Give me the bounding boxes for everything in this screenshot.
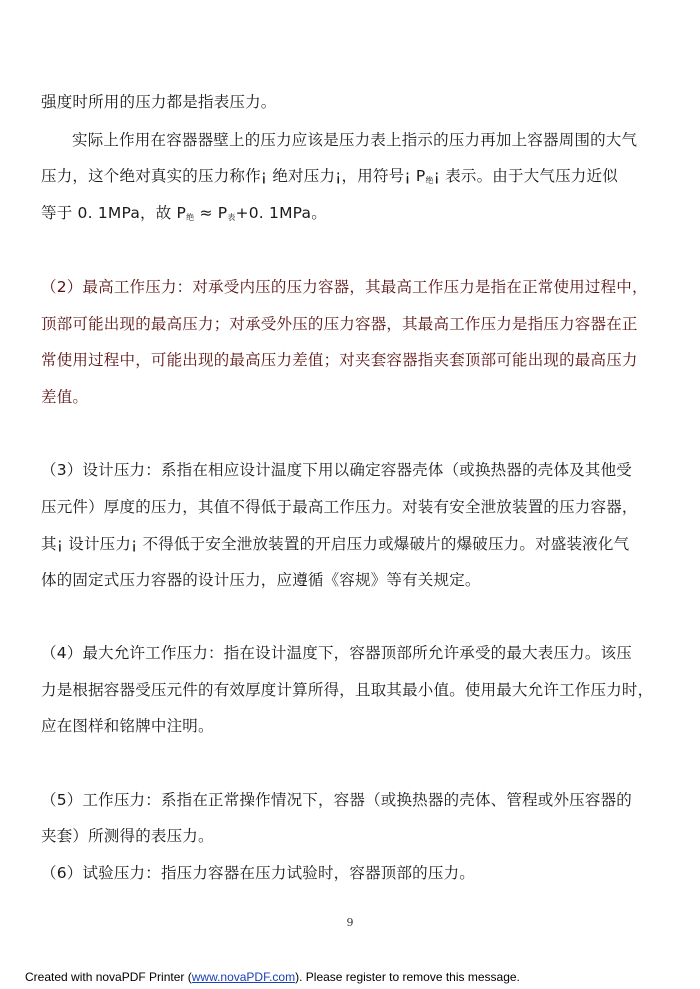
- text-segment: +0. 1MPa。: [235, 204, 327, 222]
- text-line: 实际上作用在容器器壁上的压力应该是压力表上指示的压力再加上容器周围的大气: [72, 131, 638, 149]
- text-line: [41, 203, 327, 228]
- text-line: 夹套）所测得的表压力。: [41, 827, 214, 845]
- footer-suffix: ). Please register to remove this message.: [295, 970, 520, 984]
- text-line: 应在图样和铭牌中注明。: [41, 717, 214, 735]
- text-line: [41, 166, 618, 191]
- subscript: 表: [227, 213, 236, 222]
- subscript: 绝: [425, 176, 434, 185]
- text-line: 体的固定式压力容器的设计压力，应遵循《容规》等有关规定。: [41, 571, 481, 589]
- text-line: 其¡ 设计压力¡ 不得低于安全泄放装置的开启压力或爆破片的爆破压力。对盛装液化气: [41, 535, 630, 553]
- text-line: （2）最高工作压力：对承受内压的压力容器，其最高工作压力是指在正常使用过程中，: [41, 278, 648, 296]
- text-line: 常使用过程中，可能出现的最高压力差值；对夹套容器指夹套顶部可能出现的最高压力: [41, 351, 638, 369]
- page-number: 9: [346, 916, 354, 929]
- text-segment: ¡ 表示。由于大气压力近似: [433, 167, 618, 185]
- text-line: （6）试验压力：指压力容器在压力试验时，容器顶部的压力。: [41, 864, 475, 882]
- text-line: 压元件）厚度的压力，其值不得低于最高工作压力。对装有安全泄放装置的压力容器，: [41, 498, 638, 516]
- footer-prefix: Created with novaPDF Printer (: [25, 970, 192, 984]
- footer-watermark: [25, 970, 520, 984]
- text-line: 力是根据容器受压元件的有效厚度计算所得，且取其最小值。使用最大允许工作压力时，: [41, 681, 654, 699]
- text-segment: 等于 0. 1MPa，故 P: [41, 204, 187, 222]
- text-line: （3）设计压力：系指在相应设计温度下用以确定容器壳体（或换热器的壳体及其他受: [41, 461, 632, 479]
- text-line: 顶部可能出现的最高压力；对承受外压的压力容器，其最高工作压力是指压力容器在正: [41, 315, 638, 333]
- subscript: 绝: [186, 213, 195, 222]
- text-segment: ≈ P: [194, 204, 228, 222]
- text-line: 差值。: [41, 388, 89, 406]
- text-line: （4）最大允许工作压力：指在设计温度下，容器顶部所允许承受的最大表压力。该压: [41, 644, 632, 662]
- text-line: （5）工作压力：系指在正常操作情况下，容器（或换热器的壳体、管程或外压容器的: [41, 791, 632, 809]
- text-segment: 压力，这个绝对真实的压力称作¡ 绝对压力¡，用符号¡ P: [41, 167, 426, 185]
- text-line: 强度时所用的压力都是指表压力。: [41, 93, 277, 111]
- footer-link[interactable]: www.novaPDF.com: [191, 970, 296, 984]
